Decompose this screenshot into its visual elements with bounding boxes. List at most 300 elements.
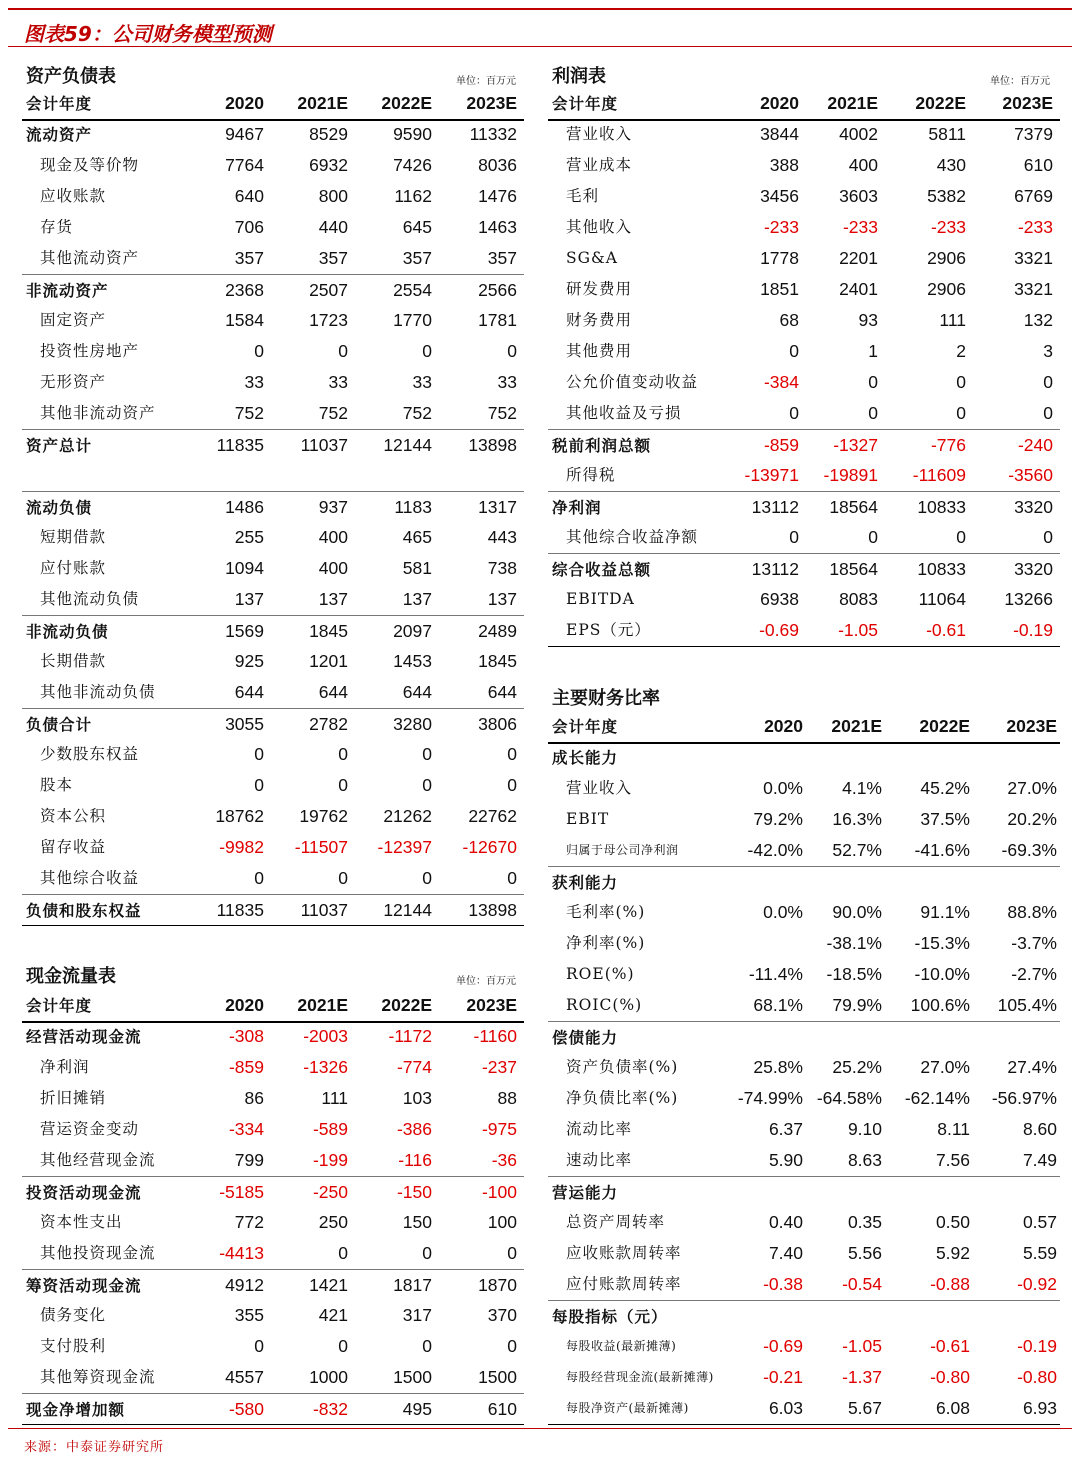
row-value: 0.0% xyxy=(763,902,803,922)
ratios-title: 主要财务比率 xyxy=(552,688,660,709)
row-value: -233 xyxy=(930,217,966,237)
row-value: 91.1% xyxy=(920,902,970,922)
header-label: 会计年度 xyxy=(26,94,93,113)
table-row xyxy=(22,243,524,274)
row-value: 0 xyxy=(789,341,799,361)
row-label: 毛利率(%) xyxy=(566,903,646,921)
row-value: 0 xyxy=(422,1243,432,1263)
row-label: 其他收益及亏损 xyxy=(566,404,682,422)
row-value: 5.56 xyxy=(847,1243,882,1263)
table-bottom-rule xyxy=(548,646,1060,647)
row-value: 18564 xyxy=(829,559,878,579)
balance-unit: 单位：百万元 xyxy=(456,76,516,87)
row-label: 应付账款周转率 xyxy=(566,1275,682,1293)
row-label: 资本性支出 xyxy=(40,1213,123,1231)
row-value: -0.88 xyxy=(930,1274,970,1294)
row-value: 7.40 xyxy=(768,1243,803,1263)
row-label: 综合收益总额 xyxy=(552,560,652,579)
table-row xyxy=(22,398,524,429)
row-label: 短期借款 xyxy=(40,528,107,546)
row-label: 现金净增加额 xyxy=(26,1400,126,1419)
row-label: EBIT xyxy=(566,810,610,828)
row-value: 0 xyxy=(254,341,264,361)
table-row xyxy=(548,367,1060,398)
row-value: 2401 xyxy=(839,279,878,299)
row-value: 5382 xyxy=(927,186,966,206)
row-label: 其他综合收益净额 xyxy=(566,528,699,546)
row-value: 137 xyxy=(318,589,348,609)
row-value: 0 xyxy=(956,372,966,392)
row-value: 93 xyxy=(858,310,878,330)
row-value: 357 xyxy=(402,248,432,268)
row-value: 11835 xyxy=(216,435,264,455)
row-value: 3321 xyxy=(1014,248,1053,268)
row-value: -11.4% xyxy=(748,964,803,984)
table-row xyxy=(548,1331,1060,1362)
table-row xyxy=(22,646,524,677)
row-value: 52.7% xyxy=(832,840,882,860)
row-value: 581 xyxy=(402,558,432,578)
row-label: 其他经营现金流 xyxy=(40,1151,156,1169)
table-bottom-rule xyxy=(22,925,524,926)
row-label: 其他流动资产 xyxy=(40,249,140,267)
row-label: 每股收益(最新摊薄) xyxy=(566,1339,677,1353)
row-value: -0.19 xyxy=(1017,1336,1057,1356)
table-row xyxy=(548,1176,1060,1208)
row-label: 营运能力 xyxy=(552,1183,619,1202)
row-label: 投资活动现金流 xyxy=(26,1183,142,1202)
row-value: -5185 xyxy=(219,1182,264,1202)
row-value: -12397 xyxy=(377,837,432,857)
table-row xyxy=(548,1083,1060,1114)
header-year: 2021E xyxy=(297,995,348,1015)
row-value: 7426 xyxy=(393,155,432,175)
row-value: 1845 xyxy=(309,621,348,641)
row-value: -1.05 xyxy=(838,620,878,640)
row-value: 1851 xyxy=(760,279,799,299)
table-row xyxy=(548,119,1060,150)
row-label: 长期借款 xyxy=(40,652,107,670)
row-value: 10833 xyxy=(917,559,966,579)
row-value: -589 xyxy=(312,1119,348,1139)
table-row xyxy=(22,739,524,770)
row-value: 0 xyxy=(1043,527,1053,547)
row-value: -580 xyxy=(228,1399,264,1419)
row-value: 6932 xyxy=(309,155,348,175)
row-value: 12144 xyxy=(383,435,432,455)
row-value: -19891 xyxy=(823,465,878,485)
row-value: 1569 xyxy=(225,621,264,641)
row-value: 2201 xyxy=(839,248,878,268)
row-value: 100 xyxy=(487,1212,517,1232)
row-value: 4557 xyxy=(225,1367,264,1387)
row-value: 11835 xyxy=(216,900,264,920)
table-row xyxy=(548,866,1060,898)
row-value: 5.67 xyxy=(847,1398,882,1418)
table-row xyxy=(548,835,1060,866)
row-label: 净负债比率(%) xyxy=(566,1089,679,1107)
row-value: 2906 xyxy=(927,279,966,299)
row-value: 355 xyxy=(234,1305,264,1325)
row-label: ROE(%) xyxy=(566,965,635,983)
row-value: 0 xyxy=(422,868,432,888)
table-row xyxy=(22,1331,524,1362)
row-label: 成长能力 xyxy=(552,748,619,767)
row-value: 925 xyxy=(234,651,264,671)
row-label: 每股净资产(最新摊薄) xyxy=(566,1401,689,1415)
row-value: 0 xyxy=(956,403,966,423)
table-row xyxy=(22,708,524,740)
row-value: 752 xyxy=(402,403,432,423)
row-value: 6769 xyxy=(1014,186,1053,206)
row-value: 111 xyxy=(321,1088,348,1108)
row-label: 折旧摊销 xyxy=(40,1089,107,1107)
row-value: -150 xyxy=(396,1182,432,1202)
row-value: 137 xyxy=(402,589,432,609)
row-value: -69.3% xyxy=(1001,840,1057,860)
table-row xyxy=(548,1238,1060,1269)
row-value: 0 xyxy=(422,775,432,795)
row-value: 0 xyxy=(338,1336,348,1356)
row-label: 留存收益 xyxy=(40,838,107,856)
table-row xyxy=(548,1052,1060,1083)
table-row xyxy=(22,181,524,212)
row-value: 2566 xyxy=(478,280,517,300)
row-value: 100.6% xyxy=(910,995,970,1015)
table-bottom-rule xyxy=(22,1424,524,1425)
table-row xyxy=(22,863,524,894)
row-value: 3806 xyxy=(478,714,517,734)
row-value: 5.59 xyxy=(1022,1243,1057,1263)
table-bottom-rule xyxy=(548,1424,1060,1425)
row-value: -1160 xyxy=(473,1026,517,1046)
row-value: 0 xyxy=(789,527,799,547)
row-label: 固定资产 xyxy=(40,311,107,329)
row-value: 0 xyxy=(789,403,799,423)
table-row xyxy=(548,1207,1060,1238)
row-value: -0.69 xyxy=(763,1336,803,1356)
row-value: 250 xyxy=(318,1212,348,1232)
row-value: 86 xyxy=(244,1088,264,1108)
row-value: 33 xyxy=(412,372,432,392)
row-value: -13971 xyxy=(744,465,799,485)
row-value: 1453 xyxy=(393,651,432,671)
table-row xyxy=(22,1083,524,1114)
row-label: 其他收入 xyxy=(566,218,633,236)
row-label: 偿债能力 xyxy=(552,1028,619,1047)
row-label: 存货 xyxy=(40,218,74,236)
table-row xyxy=(22,584,524,615)
row-label: 投资性房地产 xyxy=(40,342,140,360)
row-value: -1327 xyxy=(833,435,878,455)
row-value: 0 xyxy=(868,372,878,392)
header-year: 2020 xyxy=(760,93,799,113)
row-label: 总资产周转率 xyxy=(566,1213,666,1231)
header-year: 2023E xyxy=(466,93,517,113)
row-value: 137 xyxy=(234,589,264,609)
row-value: 5.90 xyxy=(768,1150,803,1170)
row-value: 8529 xyxy=(309,124,348,144)
table-row xyxy=(22,1114,524,1145)
table-row xyxy=(548,1300,1060,1332)
table-row xyxy=(548,1145,1060,1176)
row-value: -334 xyxy=(228,1119,264,1139)
row-value: -2.7% xyxy=(1011,964,1057,984)
table-row xyxy=(548,959,1060,990)
table-row xyxy=(22,305,524,336)
row-value: 0 xyxy=(868,527,878,547)
row-value: 2782 xyxy=(309,714,348,734)
row-value: 4.1% xyxy=(842,778,882,798)
row-value: 22762 xyxy=(468,806,517,826)
row-value: 357 xyxy=(234,248,264,268)
table-row xyxy=(22,1207,524,1238)
row-value: 6.93 xyxy=(1022,1398,1057,1418)
table-row xyxy=(22,1021,524,1052)
cashflow-unit: 单位：百万元 xyxy=(456,976,516,987)
row-value: 10833 xyxy=(917,497,966,517)
row-value: -38.1% xyxy=(826,933,882,953)
row-value: -233 xyxy=(842,217,878,237)
income-unit: 单位：百万元 xyxy=(990,76,1050,87)
table-row xyxy=(548,990,1060,1021)
table-row xyxy=(548,212,1060,243)
row-value: 5811 xyxy=(928,124,966,144)
header-year: 2021E xyxy=(827,93,878,113)
row-value: -18.5% xyxy=(826,964,882,984)
row-value: 88 xyxy=(497,1088,517,1108)
table-row xyxy=(22,522,524,553)
row-value: 0 xyxy=(507,1243,517,1263)
row-label: 归属于母公司净利润 xyxy=(566,843,679,857)
table-row xyxy=(548,336,1060,367)
row-value: 7764 xyxy=(225,155,264,175)
row-label: 税前利润总额 xyxy=(552,436,652,455)
top-rule xyxy=(8,8,1072,10)
header-year: 2021E xyxy=(297,93,348,113)
table-row xyxy=(548,897,1060,928)
row-label: 其他非流动负债 xyxy=(40,683,156,701)
row-value: 2489 xyxy=(478,621,517,641)
row-value: 1870 xyxy=(478,1275,517,1295)
row-value: 25.8% xyxy=(753,1057,803,1077)
row-value: 1500 xyxy=(393,1367,432,1387)
row-label: 其他综合收益 xyxy=(40,869,140,887)
table-row xyxy=(22,677,524,708)
row-value: 0 xyxy=(507,744,517,764)
row-value: -1172 xyxy=(388,1026,432,1046)
row-value: 12144 xyxy=(383,900,432,920)
header-year: 2022E xyxy=(381,93,432,113)
row-value: 103 xyxy=(402,1088,432,1108)
row-value: 443 xyxy=(487,527,517,547)
row-value: 465 xyxy=(402,527,432,547)
table-row xyxy=(22,615,524,647)
row-value: -41.6% xyxy=(914,840,970,860)
row-value: 1201 xyxy=(309,651,348,671)
header-year: 2020 xyxy=(225,995,264,1015)
row-label: ROIC(%) xyxy=(566,996,643,1014)
row-value: 430 xyxy=(936,155,966,175)
row-value: 0 xyxy=(956,527,966,547)
header-row xyxy=(22,990,524,1023)
row-value: 1845 xyxy=(478,651,517,671)
row-value: 3320 xyxy=(1014,559,1053,579)
row-value: -0.61 xyxy=(926,620,966,640)
table-row xyxy=(548,615,1060,646)
row-value: 3321 xyxy=(1014,279,1053,299)
table-row xyxy=(548,274,1060,305)
row-label: 支付股利 xyxy=(40,1337,107,1355)
row-value: 6.37 xyxy=(768,1119,803,1139)
row-value: 90.0% xyxy=(832,902,882,922)
row-value: 79.9% xyxy=(832,995,882,1015)
row-value: -832 xyxy=(312,1399,348,1419)
row-label: 流动负债 xyxy=(26,498,93,517)
row-value: 644 xyxy=(234,682,264,702)
row-value: 644 xyxy=(487,682,517,702)
row-value: 0 xyxy=(254,775,264,795)
table-row xyxy=(22,212,524,243)
header-year: 2022E xyxy=(381,995,432,1015)
row-label: 其他费用 xyxy=(566,342,633,360)
row-value: 137 xyxy=(487,589,517,609)
table-row xyxy=(548,742,1060,773)
row-value: 0 xyxy=(868,403,878,423)
header-row xyxy=(548,88,1060,121)
row-value: 13112 xyxy=(751,497,799,517)
row-value: 0 xyxy=(1043,372,1053,392)
table-row xyxy=(22,1393,524,1425)
row-value: 3320 xyxy=(1014,497,1053,517)
row-value: -36 xyxy=(491,1150,517,1170)
row-value: 3456 xyxy=(760,186,799,206)
row-value: 79.2% xyxy=(753,809,803,829)
row-label: 非流动资产 xyxy=(26,281,109,300)
row-value: 9467 xyxy=(225,124,264,144)
row-value: 8083 xyxy=(839,589,878,609)
row-label: 应收账款 xyxy=(40,187,107,205)
row-value: 6.08 xyxy=(935,1398,970,1418)
table-row xyxy=(22,1238,524,1269)
row-value: 13898 xyxy=(468,435,517,455)
row-label: 研发费用 xyxy=(566,280,633,298)
row-label: 每股经营现金流(最新摊薄) xyxy=(566,1370,714,1384)
row-value: -4413 xyxy=(219,1243,264,1263)
row-value: 0.57 xyxy=(1022,1212,1057,1232)
table-row xyxy=(548,928,1060,959)
row-label: 净利润 xyxy=(552,498,602,517)
row-value: 388 xyxy=(769,155,799,175)
row-value: 1183 xyxy=(394,497,432,517)
row-value: 8036 xyxy=(478,155,517,175)
table-row xyxy=(548,522,1060,553)
row-value: 0 xyxy=(338,775,348,795)
row-value: 13112 xyxy=(751,559,799,579)
row-value: 45.2% xyxy=(920,778,970,798)
row-value: 11037 xyxy=(300,900,348,920)
row-label: 负债合计 xyxy=(26,715,93,734)
table-row xyxy=(548,1269,1060,1300)
row-value: 1778 xyxy=(760,248,799,268)
table-row xyxy=(22,491,524,523)
header-label: 会计年度 xyxy=(26,996,93,1015)
row-value: 1817 xyxy=(393,1275,432,1295)
row-label: 营业收入 xyxy=(566,125,633,143)
table-row xyxy=(548,150,1060,181)
table-row xyxy=(548,243,1060,274)
row-value: 6938 xyxy=(760,589,799,609)
header-year: 2020 xyxy=(764,716,803,736)
row-label: 无形资产 xyxy=(40,373,107,391)
row-value: -3560 xyxy=(1008,465,1053,485)
row-value: 1584 xyxy=(225,310,264,330)
table-row xyxy=(22,1269,524,1301)
row-value: -0.69 xyxy=(759,620,799,640)
row-value: 105.4% xyxy=(997,995,1057,1015)
row-label: 现金及等价物 xyxy=(40,156,140,174)
row-value: 640 xyxy=(234,186,264,206)
table-row xyxy=(548,584,1060,615)
row-label: 资产负债率(%) xyxy=(566,1058,679,1076)
row-value: 752 xyxy=(318,403,348,423)
row-value: -0.80 xyxy=(1017,1367,1057,1387)
row-value: 752 xyxy=(487,403,517,423)
table-row xyxy=(548,1362,1060,1393)
row-value: -1.37 xyxy=(842,1367,882,1387)
table-row xyxy=(548,804,1060,835)
table-row xyxy=(548,305,1060,336)
row-value: 495 xyxy=(402,1399,432,1419)
row-label: EPS（元） xyxy=(566,621,651,639)
row-value: 11064 xyxy=(918,589,966,609)
bottom-rule xyxy=(8,1428,1072,1429)
table-row xyxy=(548,1021,1060,1053)
row-value: 400 xyxy=(318,527,348,547)
header-row xyxy=(548,711,1060,744)
row-label: 其他筹资现金流 xyxy=(40,1368,156,1386)
row-value: 68 xyxy=(779,310,799,330)
row-value: 11332 xyxy=(469,124,517,144)
row-value: 0 xyxy=(507,868,517,888)
row-value: -975 xyxy=(481,1119,517,1139)
title-rule xyxy=(8,46,1072,47)
row-value: 0 xyxy=(422,341,432,361)
row-value: 8.60 xyxy=(1022,1119,1057,1139)
row-label: 速动比率 xyxy=(566,1151,633,1169)
row-value: 357 xyxy=(318,248,348,268)
row-label: 营业收入 xyxy=(566,779,633,797)
row-value: -384 xyxy=(763,372,799,392)
income-statement-title: 利润表 xyxy=(552,66,606,87)
row-value: 644 xyxy=(402,682,432,702)
table-row xyxy=(22,832,524,863)
table-row xyxy=(548,491,1060,523)
header-year: 2023E xyxy=(1002,93,1053,113)
row-value: 21262 xyxy=(383,806,432,826)
row-value: 2 xyxy=(956,341,966,361)
row-value: 2097 xyxy=(393,621,432,641)
row-value: 0 xyxy=(422,744,432,764)
row-value: 0.50 xyxy=(935,1212,970,1232)
row-value: 0 xyxy=(338,341,348,361)
row-value: 0 xyxy=(338,744,348,764)
row-value: -64.58% xyxy=(816,1088,882,1108)
row-value: -74.99% xyxy=(737,1088,803,1108)
row-value: 16.3% xyxy=(832,809,882,829)
row-label: 债务变化 xyxy=(40,1306,107,1324)
row-value: 25.2% xyxy=(832,1057,882,1077)
